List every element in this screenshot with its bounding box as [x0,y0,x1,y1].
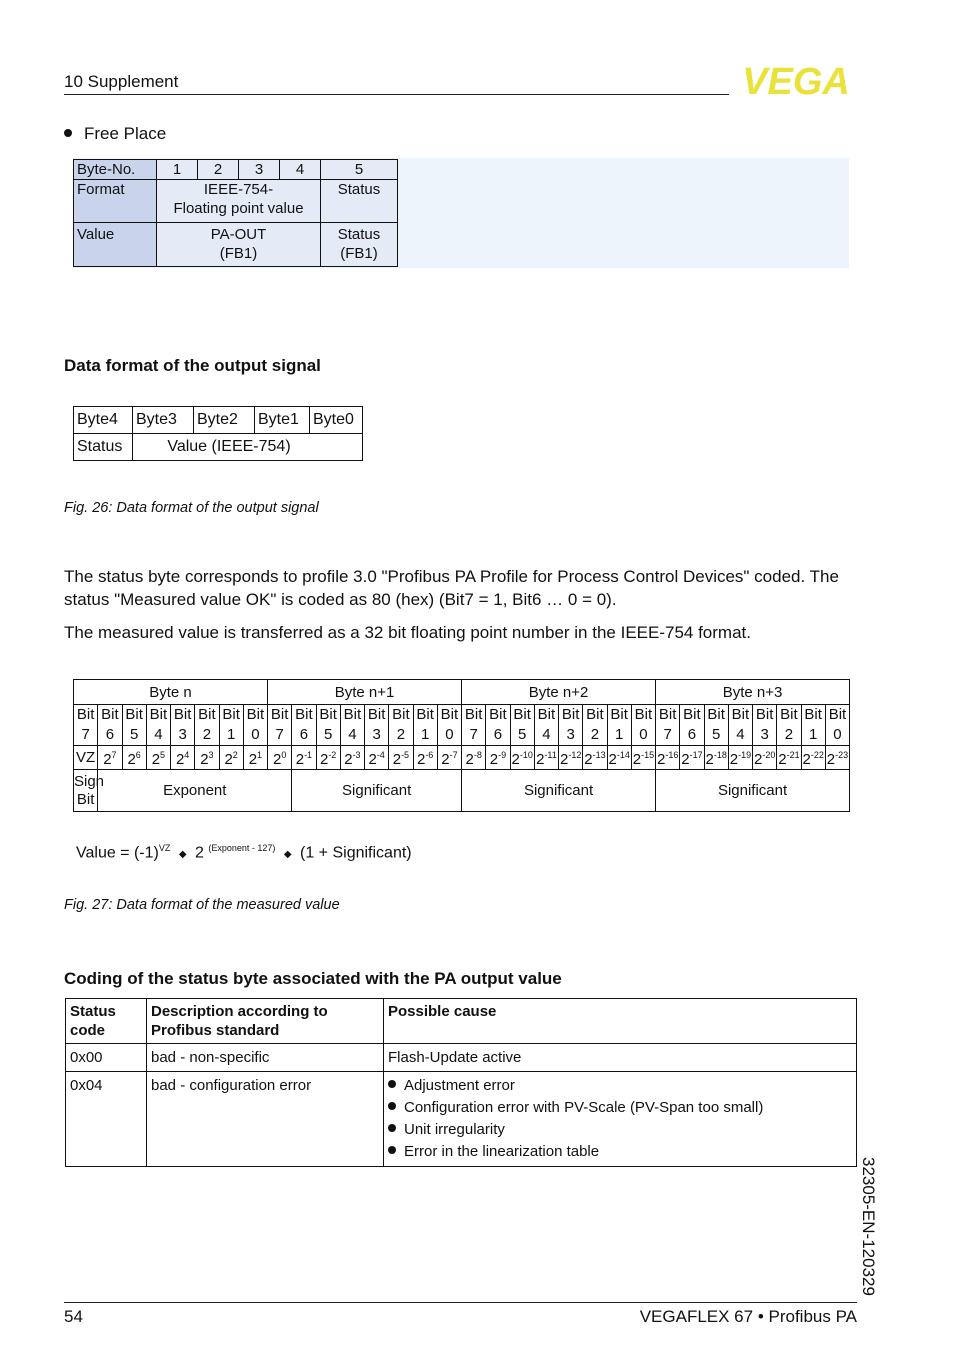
status-code-cell: 0x04 [66,1072,147,1167]
bit-number: 7 [656,725,680,746]
cause-cell [384,1072,857,1167]
status-coding-table [65,998,857,1167]
bit-label: Bit [801,705,825,725]
bit-label: Bit [98,705,122,725]
bit-label: Bit [728,705,752,725]
power-cell: $2^{-10}$ [510,746,534,770]
formula-exponent: (Exponent - 127) [208,843,276,853]
power-exponent: -19 [738,750,752,760]
byte-header: Byte n+1 [268,680,462,705]
bit-number: 6 [98,725,122,746]
power-cell: $2^{-3}$ [340,746,364,770]
significant-label: Significant [462,770,656,812]
table-cell: Byte0 [310,407,363,434]
power-exponent: 6 [135,750,141,760]
cause-cell: Flash-Update active [384,1044,857,1072]
table-cell: Status [321,180,398,223]
cause-text: Error in the linearization table [404,1143,600,1160]
footer-rule [64,1302,857,1303]
table-cell: Byte2 [194,407,255,434]
table-cell: 4 [280,160,321,180]
power-cell: $2^6$ [122,746,146,770]
output-signal-table [73,406,363,461]
free-place-item [64,124,166,144]
power-exponent: -9 [498,750,507,760]
status-coding-heading: Coding of the status byte associated with the PA output value [64,969,562,988]
power-exponent: 0 [281,750,287,760]
bit-number: 0 [437,725,461,746]
description-cell: bad - non-specific [147,1044,384,1072]
column-header: Possible cause [384,999,857,1044]
power-cell: $2^5$ [146,746,170,770]
bit-number: 0 [243,725,267,746]
power-cell: $2^{-14}$ [607,746,631,770]
bit-number: 5 [510,725,534,746]
table-cell: Byte-No. [74,160,157,180]
power-exponent: -13 [592,750,606,760]
logo-text: VEGA [742,61,850,103]
bit-number: 4 [340,725,364,746]
table-cell: Byte3 [133,407,194,434]
bit-number: 3 [171,725,195,746]
table-cell: IEEE-754- Floating point value [157,180,321,223]
table-cell: Value [74,223,157,267]
power-cell: $2^{-18}$ [704,746,728,770]
bit-label: Bit [583,705,607,725]
bit-number: 3 [753,725,777,746]
list-item [388,1075,852,1097]
byte-number-table [73,159,398,267]
power-cell: $2^{-6}$ [413,746,437,770]
bit-label: Bit [704,705,728,725]
power-exponent: -4 [376,750,385,760]
bit-number: 6 [486,725,510,746]
table-cell: 2 [198,160,239,180]
bit-number: 1 [607,725,631,746]
cause-list [388,1075,852,1163]
power-cell: $2^{-2}$ [316,746,340,770]
cause-text: Configuration error with PV-Scale (PV-Span too small) [404,1099,764,1116]
power-exponent: 4 [184,750,190,760]
bit-number: 2 [389,725,413,746]
power-exponent: -18 [713,750,727,760]
bit-label: Bit [486,705,510,725]
bit-number: 7 [268,725,292,746]
power-cell: $2^{-15}$ [631,746,655,770]
byte-header: Byte n [74,680,268,705]
power-exponent: -15 [641,750,655,760]
bit-label: Bit [437,705,461,725]
product-name: VEGAFLEX 67 • Profibus PA [639,1307,857,1326]
power-exponent: -21 [786,750,800,760]
power-cell: $2^{-4}$ [365,746,389,770]
power-exponent: -5 [401,750,410,760]
bit-label: Bit [656,705,680,725]
power-cell: $2^{-23}$ [825,746,849,770]
bit-number: 0 [825,725,849,746]
bit-number: 4 [728,725,752,746]
power-cell: $2^{-17}$ [680,746,704,770]
multiply-icon: ◆ [178,849,187,861]
table-cell: Value (IEEE-754) [133,434,363,461]
section-title: 10 Supplement [64,72,179,91]
bit-number: 4 [534,725,558,746]
bullet-icon [388,1102,396,1110]
bit-number: 1 [801,725,825,746]
power-cell: $2^{-20}$ [753,746,777,770]
bit-label: Bit [510,705,534,725]
bit-label: Bit [219,705,243,725]
formula-prefix: Value = (-1) [76,844,159,862]
bit-number: 1 [413,725,437,746]
table-cell: Byte4 [74,407,133,434]
power-cell: $2^{-13}$ [583,746,607,770]
formula-sign-exponent: VZ [158,843,171,853]
table-cell: Status [74,434,133,461]
power-exponent: 7 [111,750,117,760]
header-rule [64,94,729,95]
status-code-cell: 0x00 [66,1044,147,1072]
list-item [388,1141,852,1163]
table-cell: PA-OUT (FB1) [157,223,321,267]
bit-label: Bit [365,705,389,725]
power-cell: $2^7$ [98,746,122,770]
exponent-label: Exponent [98,770,292,812]
power-exponent: -23 [835,750,849,760]
formula-suffix: (1 + Significant) [300,844,412,862]
bit-label: Bit [268,705,292,725]
bullet-icon [64,129,72,137]
cause-text: Adjustment error [404,1077,515,1094]
bit-label: Bit [413,705,437,725]
bullet-icon [388,1146,396,1154]
bit-label: Bit [777,705,801,725]
power-exponent: -2 [328,750,337,760]
bit-number: 5 [704,725,728,746]
bit-label: Bit [753,705,777,725]
significant-label: Significant [656,770,850,812]
power-cell: $2^{-21}$ [777,746,801,770]
power-cell: $2^{-19}$ [728,746,752,770]
bit-number: 6 [680,725,704,746]
bit-label: Bit [607,705,631,725]
bit-number: 6 [292,725,316,746]
table-cell: Byte1 [255,407,310,434]
free-place-label: Free Place [84,124,167,143]
power-exponent: -22 [810,750,824,760]
bit-label: Bit [146,705,170,725]
power-exponent: -14 [616,750,630,760]
power-cell: $2^1$ [243,746,267,770]
power-exponent: 5 [160,750,166,760]
bullet-icon [388,1080,396,1088]
bit-number: 2 [195,725,219,746]
document-code: 32305-EN-120329 [859,1157,878,1296]
bit-label: Bit [171,705,195,725]
power-cell: $2^{-7}$ [437,746,461,770]
power-exponent: -16 [665,750,679,760]
list-item [388,1097,852,1119]
bit-number: 4 [146,725,170,746]
bit-number: 3 [559,725,583,746]
bullet-icon [388,1124,396,1132]
power-cell: $2^{-22}$ [801,746,825,770]
power-exponent: -8 [473,750,482,760]
power-exponent: 1 [257,750,263,760]
column-header: Description according to Profibus standard [147,999,384,1044]
figure-caption: Fig. 26: Data format of the output signal [64,500,319,516]
power-exponent: -7 [449,750,458,760]
bit-label: Bit [534,705,558,725]
power-exponent: 2 [232,750,238,760]
table-cell: 5 [321,160,398,180]
bit-label: Bit [122,705,146,725]
bit-number: 7 [74,725,98,746]
power-cell: $2^{-5}$ [389,746,413,770]
power-cell: $2^{-16}$ [656,746,680,770]
page-number: 54 [64,1307,83,1326]
bit-label: Bit [680,705,704,725]
bit-number: 2 [777,725,801,746]
bit-label: Bit [631,705,655,725]
column-header: Status code [66,999,147,1044]
power-cell: $2^{-1}$ [292,746,316,770]
bit-number: 7 [462,725,486,746]
power-exponent: -12 [568,750,582,760]
bit-label: Bit [559,705,583,725]
sign-bit-label: Sign Bit [74,770,98,812]
paragraph: The measured value is transferred as a 32 bit floating point number in the IEEE-754 format. [64,623,751,642]
ieee-754-table [73,679,850,812]
multiply-icon: ◆ [283,849,292,861]
power-exponent: -3 [352,750,361,760]
description-cell: bad - configuration error [147,1072,384,1167]
power-exponent: -6 [425,750,434,760]
byte-header: Byte n+3 [656,680,850,705]
power-cell: $2^{-8}$ [462,746,486,770]
power-exponent: -17 [689,750,703,760]
power-cell: $2^3$ [195,746,219,770]
bit-number: 3 [365,725,389,746]
power-exponent: -10 [519,750,533,760]
figure-caption: Fig. 27: Data format of the measured value [64,897,340,913]
cause-text: Unit irregularity [404,1121,505,1138]
bit-label: Bit [243,705,267,725]
vega-logo [734,61,858,103]
bit-label: Bit [195,705,219,725]
bit-label: Bit [316,705,340,725]
table-cell: 3 [239,160,280,180]
sign-label: VZ [74,746,98,770]
power-exponent: -1 [304,750,313,760]
bit-label: Bit [292,705,316,725]
byte-header: Byte n+2 [462,680,656,705]
bit-number: 5 [122,725,146,746]
power-cell: $2^0$ [268,746,292,770]
power-cell: $2^{-9}$ [486,746,510,770]
bit-label: Bit [825,705,849,725]
table-cell: Status (FB1) [321,223,398,267]
power-exponent: -11 [544,750,557,760]
bit-label: Bit [389,705,413,725]
output-signal-heading: Data format of the output signal [64,356,321,375]
power-cell: $2^{-12}$ [559,746,583,770]
bit-label: Bit [74,705,98,725]
power-cell: $2^2$ [219,746,243,770]
bit-number: 5 [316,725,340,746]
value-formula [76,843,412,862]
power-cell: $2^{-11}$ [534,746,558,770]
power-cell: $2^4$ [171,746,195,770]
bit-number: 2 [583,725,607,746]
paragraph: The status byte corresponds to profile 3.0 "Profibus PA Profile for Process Control Devices" coded. The status "Measured value OK" is coded as 80 (hex) (Bit7 = 1, Bit6 … 0 = 0). [64,567,839,609]
power-exponent: -20 [762,750,776,760]
table-cell: 1 [157,160,198,180]
formula-base: 2 [194,844,204,862]
table-cell: Format [74,180,157,223]
power-exponent: 3 [208,750,214,760]
bit-label: Bit [462,705,486,725]
significant-label: Significant [292,770,462,812]
bit-label: Bit [340,705,364,725]
list-item [388,1119,852,1141]
bit-number: 0 [631,725,655,746]
bit-number: 1 [219,725,243,746]
